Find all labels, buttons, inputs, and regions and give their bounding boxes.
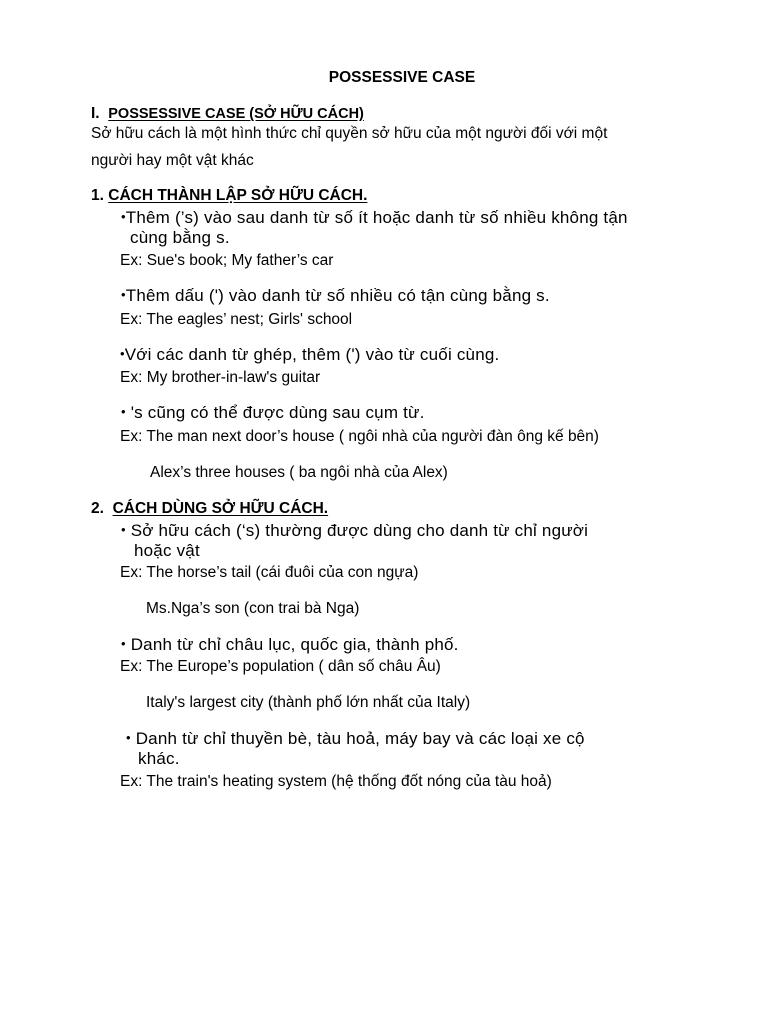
part-number: 2. [91,500,104,517]
bullet-icon: • [121,636,126,651]
section-heading-1 [91,105,364,123]
bullet-text: Sở hữu cách (‘s) thường được dùng cho danh từ chỉ người [130,521,589,540]
bullet-text: Danh từ chỉ thuyền bè, tàu hoả, máy bay và các loại xe cộ [135,729,585,748]
example-text: Ex: My brother-in-law's guitar [120,369,321,386]
example-text: Ex: Sue's book; My father’s car [120,252,334,269]
bullet-item [121,635,459,655]
part-heading-1 [91,187,367,205]
bullet-text-continued: khác. [138,749,180,768]
bullet-text-continued: hoặc vật [134,541,200,560]
bullet-icon: • [121,522,126,537]
bullet-text: 's cũng có thể được dùng sau cụm từ. [130,403,425,422]
part-number: 1. [91,187,104,204]
part-heading-2 [91,500,328,518]
bullet-item [121,403,425,423]
example-text: Ex: The horse’s tail (cái đuôi của con ngựa) [120,564,419,581]
intro-line-2: người hay một vật khác [91,152,254,169]
bullet-text-continued: cùng bằng s. [130,228,230,247]
bullet-text: Danh từ chỉ châu lục, quốc gia, thành phố. [130,635,459,654]
bullet-icon: • [121,404,126,419]
part-title: CÁCH DÙNG SỞ HỮU CÁCH. [112,500,329,517]
bullet-item [121,521,588,541]
example-text: Ex: The eagles’ nest; Girls' school [120,311,353,328]
example-text: Ex: The train's heating system (hệ thống đốt nóng của tàu hoả) [120,773,552,790]
bullet-text: Với các danh từ ghép, thêm (') vào từ cuối cùng. [124,345,500,364]
bullet-icon: • [120,346,125,361]
example-text-2: Italy's largest city (thành phố lớn nhất của Italy) [146,694,471,711]
bullet-item [121,208,628,228]
example-text-2: Ms.Nga’s son (con trai bà Nga) [146,600,360,617]
example-text: Ex: The Europe’s population ( dân số châu Âu) [120,658,441,675]
bullet-text: Thêm (’s) vào sau danh từ số ít hoặc danh từ số nhiều không tận [125,208,628,227]
bullet-icon: • [121,209,126,224]
bullet-item [120,345,499,365]
bullet-item [126,729,585,749]
bullet-icon: • [126,730,131,745]
example-text: Ex: The man next door’s house ( ngôi nhà của người đàn ông kế bên) [120,428,599,445]
bullet-icon: • [121,287,126,302]
bullet-item [121,286,550,306]
intro-line-1: Sở hữu cách là một hình thức chỉ quyền sở hữu của một người đối với một [91,125,608,142]
part-title: CÁCH THÀNH LẬP SỞ HỮU CÁCH. [108,187,368,204]
section-number: I. [91,105,100,122]
bullet-text: Thêm dấu (') vào danh từ số nhiều có tận cùng bằng s. [125,286,550,305]
document-title: POSSESSIVE CASE [328,69,476,86]
section-title: POSSESSIVE CASE (SỞ HỮU CÁCH) [108,106,364,122]
example-text-2: Alex’s three houses ( ba ngôi nhà của Alex) [150,464,448,481]
